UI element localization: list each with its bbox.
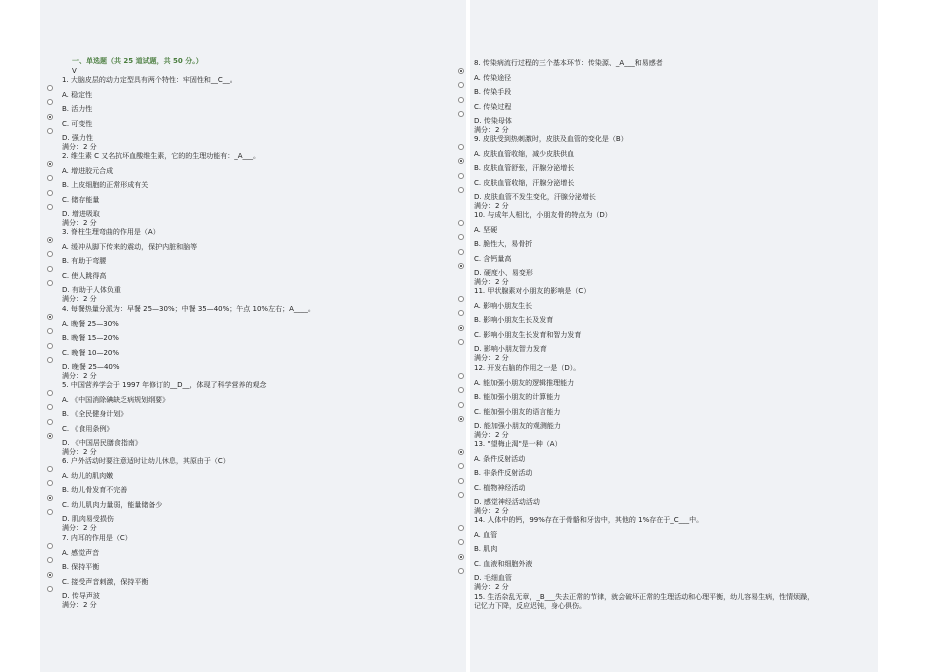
option-label: C. 幼儿肌肉力量弱，能量储备少 <box>62 501 163 509</box>
radio-option[interactable] <box>47 390 53 396</box>
radio-option[interactable] <box>47 190 53 196</box>
question-text: 10. 与成年人相比，小朋友骨的特点为（D） <box>474 211 612 219</box>
radio-option[interactable] <box>47 419 53 425</box>
option-label: C. 晚餐 10—20% <box>62 349 120 357</box>
option-label: D. 影响小朋友智力发育 <box>474 345 547 353</box>
question-text: 1. 大脑皮层的动力定型具有两个特性：牢固性和__C__。 <box>62 76 237 84</box>
radio-selected[interactable] <box>47 314 53 320</box>
radio-selected[interactable] <box>47 161 53 167</box>
option-label: A. 影响小朋友生长 <box>474 302 533 310</box>
option-label: D. 有助于人体负重 <box>62 286 121 294</box>
radio-option[interactable] <box>47 204 53 210</box>
radio-option[interactable] <box>47 99 53 105</box>
radio-option[interactable] <box>47 251 53 257</box>
option-label: A. 增进胶元合成 <box>62 167 114 175</box>
radio-option[interactable] <box>47 509 53 515</box>
radio-option[interactable] <box>47 357 53 363</box>
radio-option[interactable] <box>47 557 53 563</box>
option-label: C. 《食用条例》 <box>62 425 114 433</box>
option-label: A. 晚餐 25—30% <box>62 320 119 328</box>
score-text: 满分：2 分 <box>474 507 509 515</box>
question-text: 15. 生活杂乱无章，_B___失去正常的节律，就会破坏正常的生理活动和心理平衡，幼儿容易生病，性情烦躁， <box>474 593 815 601</box>
radio-selected[interactable] <box>458 263 464 269</box>
option-label: B. 皮肤血管舒张，汗腺分泌增长 <box>474 164 575 172</box>
question-text: 8. 传染病流行过程的三个基本环节：传染源、_A___和易感者 <box>474 59 663 67</box>
question-text: 6. 户外活动时要注意适时让幼儿休息，其原由于（C） <box>62 457 230 465</box>
option-label: C. 含钙量高 <box>474 255 512 263</box>
radio-option[interactable] <box>458 111 464 117</box>
radio-selected[interactable] <box>47 237 53 243</box>
radio-option[interactable] <box>458 463 464 469</box>
score-text: 满分：2 分 <box>62 448 97 456</box>
radio-option[interactable] <box>458 234 464 240</box>
option-label: C. 影响小朋友生长发育和智力发育 <box>474 331 582 339</box>
option-label: D. 皮肤血管不发生变化，汗腺分泌增长 <box>474 193 596 201</box>
option-label: A. 感觉声音 <box>62 549 100 557</box>
option-label: A. 传染途径 <box>474 74 512 82</box>
option-label: C. 接受声音刺激，保持平衡 <box>62 578 149 586</box>
option-label: D. 强力性 <box>62 134 93 142</box>
radio-selected[interactable] <box>458 554 464 560</box>
radio-option[interactable] <box>47 586 53 592</box>
radio-option[interactable] <box>458 387 464 393</box>
score-text: 满分：2 分 <box>62 524 97 532</box>
score-text: 满分：2 分 <box>62 219 97 227</box>
option-label: D. 《中国居民膳食指南》 <box>62 439 142 447</box>
option-label: C. 皮肤血管收缩，汗腺分泌增长 <box>474 179 575 187</box>
radio-option[interactable] <box>47 280 53 286</box>
question-text: 13. "望梅止渴"是一种（A） <box>474 440 562 448</box>
radio-selected[interactable] <box>458 68 464 74</box>
radio-option[interactable] <box>458 97 464 103</box>
radio-option[interactable] <box>458 478 464 484</box>
option-label: C. 传染过程 <box>474 103 512 111</box>
radio-selected[interactable] <box>47 114 53 120</box>
radio-option[interactable] <box>47 266 53 272</box>
question-text: 记忆力下降，反应迟钝，身心俱伤。 <box>474 602 586 610</box>
question-text: 7. 内耳的作用是（C） <box>62 534 132 542</box>
option-label: D. 传导声波 <box>62 592 100 600</box>
question-text: 9. 皮肤受到热刺激时，皮肤及血管的变化是（B） <box>474 135 628 143</box>
score-text: 满分：2 分 <box>62 295 97 303</box>
radio-option[interactable] <box>47 466 53 472</box>
option-label: B. 晚餐 15—20% <box>62 334 119 342</box>
radio-option[interactable] <box>458 492 464 498</box>
option-label: D. 肌肉易受损伤 <box>62 515 114 523</box>
option-label: B. 脆性大，易骨折 <box>474 240 533 248</box>
mark-v: V <box>72 67 77 75</box>
option-label: C. 可变性 <box>62 120 93 128</box>
radio-option[interactable] <box>458 525 464 531</box>
question-text: 12. 开发右脑的作用之一是（D）。 <box>474 364 581 372</box>
radio-option[interactable] <box>47 343 53 349</box>
option-label: B. 有助于弯腰 <box>62 257 107 265</box>
score-text: 满分：2 分 <box>474 431 509 439</box>
radio-selected[interactable] <box>458 449 464 455</box>
option-label: A. 《中国消除碘缺乏病规划纲要》 <box>62 396 170 404</box>
option-label: B. 影响小朋友生长及发育 <box>474 316 554 324</box>
option-label: B. 肌肉 <box>474 545 498 553</box>
option-label: C. 储存能量 <box>62 196 100 204</box>
radio-option[interactable] <box>458 144 464 150</box>
radio-option[interactable] <box>458 82 464 88</box>
option-label: A. 血管 <box>474 531 498 539</box>
radio-selected[interactable] <box>47 572 53 578</box>
option-label: A. 幼儿的肌肉嫩 <box>62 472 114 480</box>
radio-option[interactable] <box>47 543 53 549</box>
option-label: B. 非条件反射活动 <box>474 469 533 477</box>
radio-option[interactable] <box>458 402 464 408</box>
option-label: C. 血液和细胞外液 <box>474 560 533 568</box>
radio-option[interactable] <box>458 339 464 345</box>
question-text: 14. 人体中的钙，99%存在于骨骼和牙齿中，其他的 1%存在于_C___中。 <box>474 516 704 524</box>
radio-option[interactable] <box>47 328 53 334</box>
option-label: C. 能加强小朋友的语言能力 <box>474 408 561 416</box>
question-text: 3. 脊柱生理弯曲的作用是（A） <box>62 228 160 236</box>
score-text: 满分：2 分 <box>474 278 509 286</box>
radio-option[interactable] <box>458 568 464 574</box>
option-label: C. 植物神经活动 <box>474 484 526 492</box>
option-label: B. 能加强小朋友的计算能力 <box>474 393 561 401</box>
score-text: 满分：2 分 <box>62 601 97 609</box>
radio-option[interactable] <box>47 85 53 91</box>
option-label: A. 皮肤血管收缩，减少皮肤供血 <box>474 150 575 158</box>
option-label: D. 传染母体 <box>474 117 512 125</box>
option-label: A. 能加强小朋友的逻辑推理能力 <box>474 379 575 387</box>
option-label: B. 上皮细胞的正常形成有关 <box>62 181 149 189</box>
radio-option[interactable] <box>458 220 464 226</box>
option-label: D. 能加强小朋友的观测能力 <box>474 422 561 430</box>
radio-selected[interactable] <box>458 158 464 164</box>
option-label: A. 缓冲从脚下传来的震动，保护内脏和脑等 <box>62 243 198 251</box>
option-label: B. 传染手段 <box>474 88 512 96</box>
question-text: 11. 甲状腺素对小朋友的影响是（C） <box>474 287 591 295</box>
option-label: D. 晚餐 25—40% <box>62 363 120 371</box>
radio-selected[interactable] <box>47 495 53 501</box>
radio-option[interactable] <box>458 310 464 316</box>
score-text: 满分：2 分 <box>62 372 97 380</box>
radio-selected[interactable] <box>47 433 53 439</box>
option-label: D. 毛细血管 <box>474 574 512 582</box>
radio-option[interactable] <box>458 249 464 255</box>
option-label: D. 感觉神经活动活动 <box>474 498 540 506</box>
score-text: 满分：2 分 <box>474 583 509 591</box>
score-text: 满分：2 分 <box>474 354 509 362</box>
radio-option[interactable] <box>47 404 53 410</box>
option-label: B. 活力性 <box>62 105 93 113</box>
radio-option[interactable] <box>458 373 464 379</box>
option-label: B. 幼儿骨发育不完善 <box>62 486 128 494</box>
score-text: 满分：2 分 <box>474 202 509 210</box>
radio-option[interactable] <box>47 175 53 181</box>
question-text: 5. 中国营养学会于 1997 年修订的__D__，体现了科学营养的观念 <box>62 381 267 389</box>
option-label: A. 稳定性 <box>62 91 93 99</box>
option-label: B. 《全民健身计划》 <box>62 410 128 418</box>
question-text: 2. 维生素 C 又名抗坏血酸维生素，它的的生理功能有：_A___。 <box>62 152 261 160</box>
radio-selected[interactable] <box>458 416 464 422</box>
option-label: D. 增进吸取 <box>62 210 100 218</box>
score-text: 满分：2 分 <box>474 126 509 134</box>
radio-selected[interactable] <box>458 325 464 331</box>
option-label: C. 使人跳得高 <box>62 272 107 280</box>
option-label: B. 保持平衡 <box>62 563 100 571</box>
radio-option[interactable] <box>458 296 464 302</box>
radio-option[interactable] <box>47 480 53 486</box>
option-label: A. 条件反射活动 <box>474 455 526 463</box>
score-text: 满分：2 分 <box>62 143 97 151</box>
option-label: D. 硬度小、易变形 <box>474 269 533 277</box>
radio-option[interactable] <box>458 173 464 179</box>
radio-option[interactable] <box>458 539 464 545</box>
radio-option[interactable] <box>458 187 464 193</box>
question-text: 4. 每餐热量分派为：早餐 25—30%；中餐 35—40%；午点 10%左右；A____。 <box>62 305 315 313</box>
option-label: A. 坚硬 <box>474 226 498 234</box>
radio-option[interactable] <box>47 128 53 134</box>
section-title: 一、单选题（共 25 道试题，共 50 分。） <box>72 57 203 65</box>
